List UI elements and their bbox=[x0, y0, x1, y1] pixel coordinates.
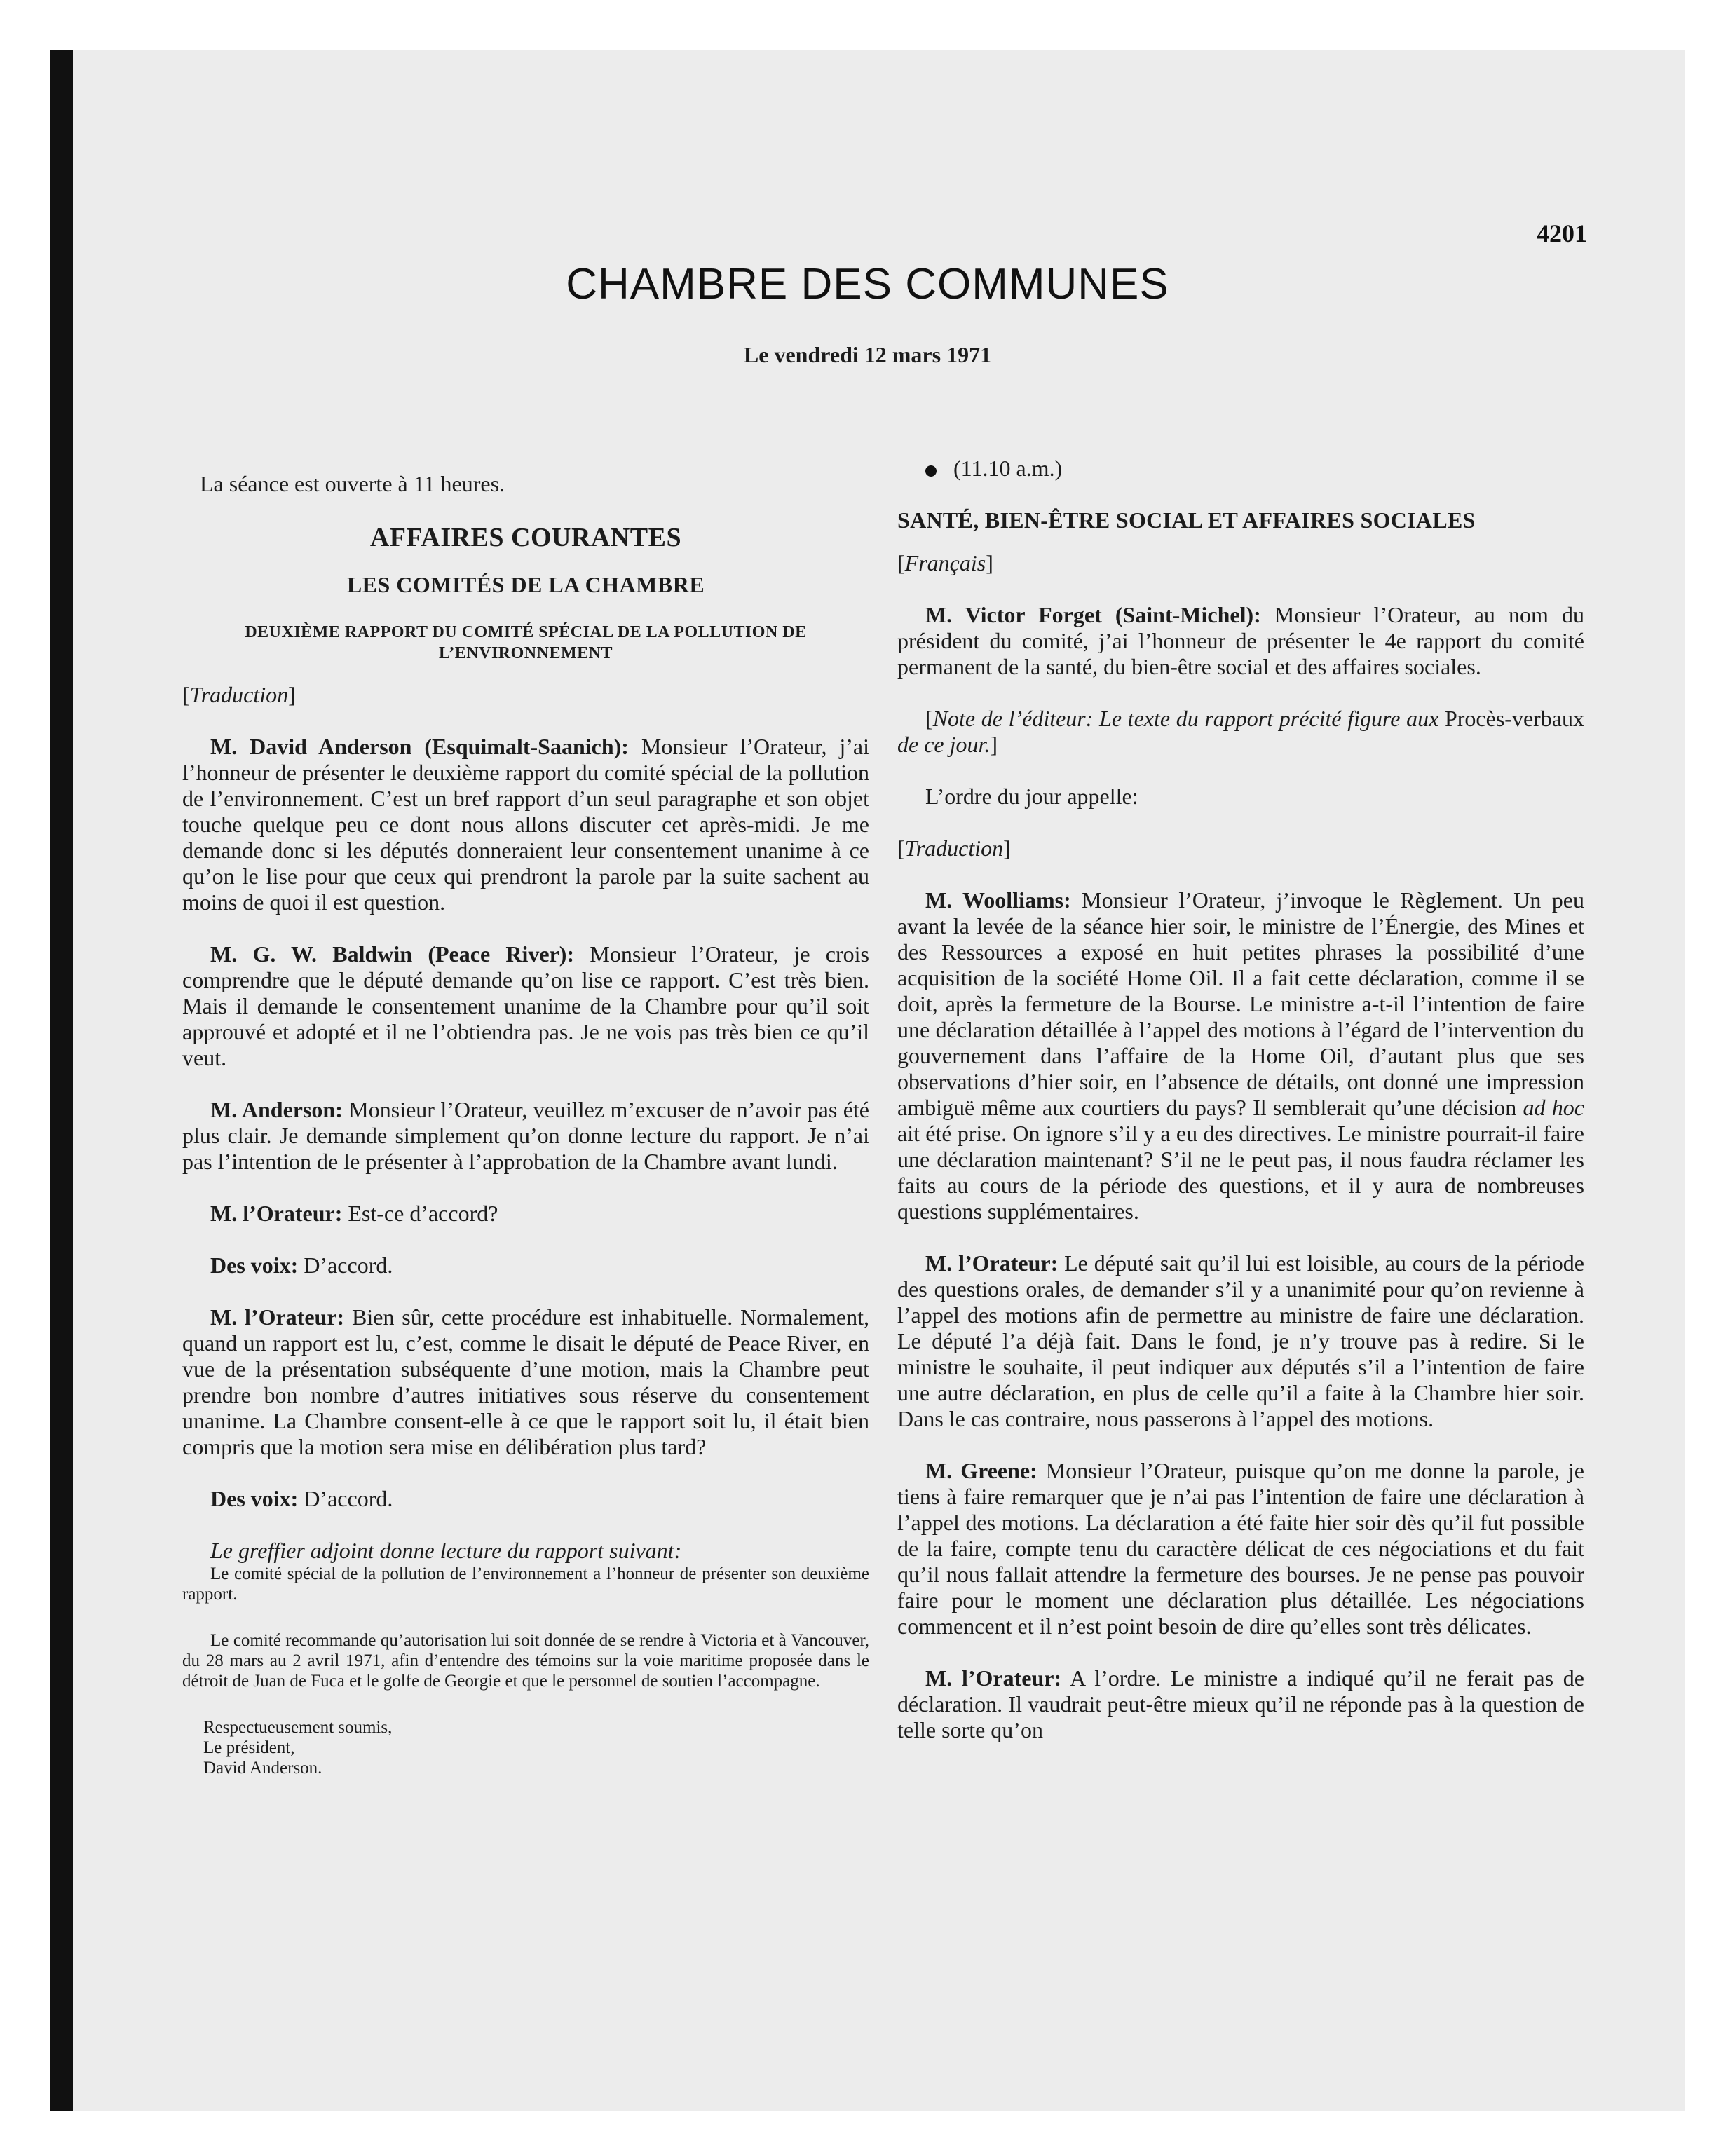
speech-paragraph: M. Victor Forget (Saint-Michel): Monsieur l’Orateur, au nom du président du comité, j’ai l’honneur de présenter le 4e rapport du comité permanent de la santé, du bien-être social et des affaires sociales. bbox=[897, 602, 1585, 679]
speech-paragraph: Des voix: D’accord. bbox=[210, 1253, 393, 1278]
subsection-heading: LES COMITÉS DE LA CHAMBRE bbox=[346, 572, 705, 597]
speaker-name: M. Woolliams: bbox=[925, 887, 1071, 913]
speech-paragraph: M. l’Orateur: A l’ordre. Le ministre a indiqué qu’il ne ferait pas de déclaration. Il vaudrait peut-être mieux qu’il ne réponde pas à la question de telle sorte qu’on bbox=[897, 1665, 1584, 1742]
speech-paragraph: M. l’Orateur: Est-ce d’accord? bbox=[210, 1201, 498, 1226]
section-heading: SANTÉ, BIEN-ÊTRE SOCIAL ET AFFAIRES SOCIALES bbox=[897, 507, 1476, 533]
report-paragraph: Le comité recommande qu’autorisation lui soit donnée de se rendre à Victoria et à Vancouver, du 28 mars au 2 avril 1971, afin d’entendre des témoins sur la voie maritime proposée dans le détroit de Juan de Fuca et le golfe de Georgie et que le personnel de soutien l’accompagne. bbox=[182, 1631, 869, 1691]
speech-paragraph: M. David Anderson (Esquimalt-Saanich): Monsieur l’Orateur, j’ai l’honneur de présenter le deuxième rapport du comité spécial de la pollution de l’environnement. C’est un bref rapport d’un seul paragraphe et son objet touche quelque peu ce dont nous allons discuter cet après-midi. Je me demande donc si les députés donneraient leur consentement unanime à ce qu’on le lise pour que ceux qui prendront la parole par la suite sachent au moins de quoi il est question. bbox=[182, 734, 869, 915]
left-column bbox=[182, 456, 869, 1778]
time-stamp: (11.10 a.m.) bbox=[897, 456, 1584, 482]
signature-line: Le président, bbox=[203, 1738, 295, 1757]
opening-line: La séance est ouverte à 11 heures. bbox=[200, 471, 505, 496]
signature-line: Respectueusement soumis, bbox=[203, 1718, 393, 1737]
sitting-date: Le vendredi 12 mars 1971 bbox=[743, 342, 992, 367]
order-line: L’ordre du jour appelle: bbox=[925, 784, 1138, 809]
report-paragraph: Le comité spécial de la pollution de l’environnement a l’honneur de présenter son deuxième rapport. bbox=[182, 1564, 869, 1604]
speech-paragraph: M. l’Orateur: Le député sait qu’il lui est loisible, au cours de la période des questions orales, de demander s’il y a unanimité pour qu’on revienne à l’appel des motions afin de permettre au ministre de faire une déclaration. Le député l’a déjà fait. Dans le fond, je n’y trouve pas à redire. Si le ministre le souhaite, il peut indiquer aux députés s’il a l’intention de faire une autre déclaration, en plus de celle qu’il a faite à la Chambre hier soir. Dans le cas contraire, nous passerons à l’appel des motions. bbox=[897, 1250, 1585, 1431]
report-heading: DEUXIÈME RAPPORT DU COMITÉ SPÉCIAL DE LA POLLUTION DE L’ENVIRONNEMENT bbox=[245, 623, 807, 662]
speaker-name: M. David Anderson (Esquimalt-Saanich): bbox=[210, 734, 629, 759]
language-tag: [Français] bbox=[897, 550, 993, 575]
signature-line: David Anderson. bbox=[203, 1759, 322, 1778]
speaker-name: M. Victor Forget (Saint-Michel): bbox=[925, 602, 1261, 627]
speech-paragraph: M. G. W. Baldwin (Peace River): Monsieur l’Orateur, je crois comprendre que le député demande qu’on lise ce rapport. C’est très bien. Mais il demande le consentement unanime de la Chambre pour qu’il soit approuvé et adopté et il ne l’obtiendra pas. Je ne vois pas très bien ce qu’il veut. bbox=[182, 941, 870, 1070]
language-tag: [Traduction] bbox=[182, 682, 296, 707]
speaker-name: M. Greene: bbox=[925, 1458, 1037, 1483]
section-heading: AFFAIRES COURANTES bbox=[369, 523, 682, 552]
report-text bbox=[182, 1564, 869, 1778]
speaker-name: M. l’Orateur: bbox=[210, 1201, 343, 1226]
page-number: 4201 bbox=[1537, 219, 1587, 247]
bullet-icon bbox=[925, 465, 937, 477]
speech-paragraph: M. Woolliams: Monsieur l’Orateur, j’invoque le Règlement. Un peu avant la levée de la séance hier soir, le ministre de l’Énergie, des Mines et des Ressources a exposé en huit petites phrases la possibilité d’une acquisition de la société Home Oil. Il a fait cette déclaration, comme il se doit, après la fermeture de la Bourse. Le ministre a-t-il l’intention de faire une déclaration détaillée à l’appel des motions à l’égard de l’intervention du gouvernement dans l’affaire de la Home Oil, d’autant plus que ses observations d’hier soir, en l’absence de détails, ont donné une impression ambiguë même aux courtiers du pays? Il semblerait qu’une décision ad hoc ait été prise. On ignore s’il y a eu des directives. Le ministre pourrait-il faire une déclaration maintenant? S’il ne le peut pas, il nous faudra réclamer les faits au cours de la période des questions, et il y aura de nombreuses questions supplémentaires. bbox=[897, 887, 1585, 1224]
page-title: CHAMBRE DES COMMUNES bbox=[566, 260, 1169, 308]
editor-note: [Note de l’éditeur: Le texte du rapport précité figure aux Procès-verbaux de ce jour.] bbox=[897, 706, 1585, 757]
clerk-line: Le greffier adjoint donne lecture du rapport suivant: bbox=[210, 1538, 682, 1563]
speech-paragraph: M. Greene: Monsieur l’Orateur, puisque qu’on me donne la parole, je tiens à faire remarquer que je n’ai pas l’intention de faire une déclaration à l’appel des motions. La déclaration a été faite hier soir dès qu’il fut possible de la faire, compte tenu du caractère délicat de ces négociations et du fait qu’il nous fallait attendre la fermeture des bourses. Je ne pense pas pouvoir faire pour le moment une déclaration plus détaillée. Les négociations commencent et il n’est point besoin de dire qu’elles sont très délicates. bbox=[897, 1458, 1585, 1639]
speaker-name: Des voix: bbox=[210, 1253, 299, 1278]
speech-paragraph: M. l’Orateur: Bien sûr, cette procédure est inhabituelle. Normalement, quand un rapport est lu, c’est, comme le disait le député de Peace River, en vue de la présentation subséquente d’une motion, mais la Chambre peut prendre bon nombre d’autres initiatives sous réserve du consentement unanime. La Chambre consent-elle à ce que le rapport soit lu, il était bien compris que la motion sera mise en délibération plus tard? bbox=[182, 1304, 870, 1459]
speech-paragraph: Des voix: D’accord. bbox=[210, 1486, 393, 1511]
speech-paragraph: M. Anderson: Monsieur l’Orateur, veuillez m’excuser de n’avoir pas été plus clair. Je demande simplement qu’on donne lecture du rapport. Je n’ai pas l’intention de le présenter à l’approbation de la Chambre avant lundi. bbox=[182, 1097, 869, 1174]
speaker-name: M. l’Orateur: bbox=[925, 1250, 1059, 1276]
language-tag: [Traduction] bbox=[897, 835, 1011, 861]
speaker-name: M. Anderson: bbox=[210, 1097, 343, 1122]
speaker-name: M. l’Orateur: bbox=[210, 1304, 345, 1330]
right-column bbox=[897, 456, 1584, 1769]
speaker-name: M. l’Orateur: bbox=[925, 1665, 1062, 1691]
speaker-name: Des voix: bbox=[210, 1486, 299, 1511]
speaker-name: M. G. W. Baldwin (Peace River): bbox=[210, 941, 575, 967]
